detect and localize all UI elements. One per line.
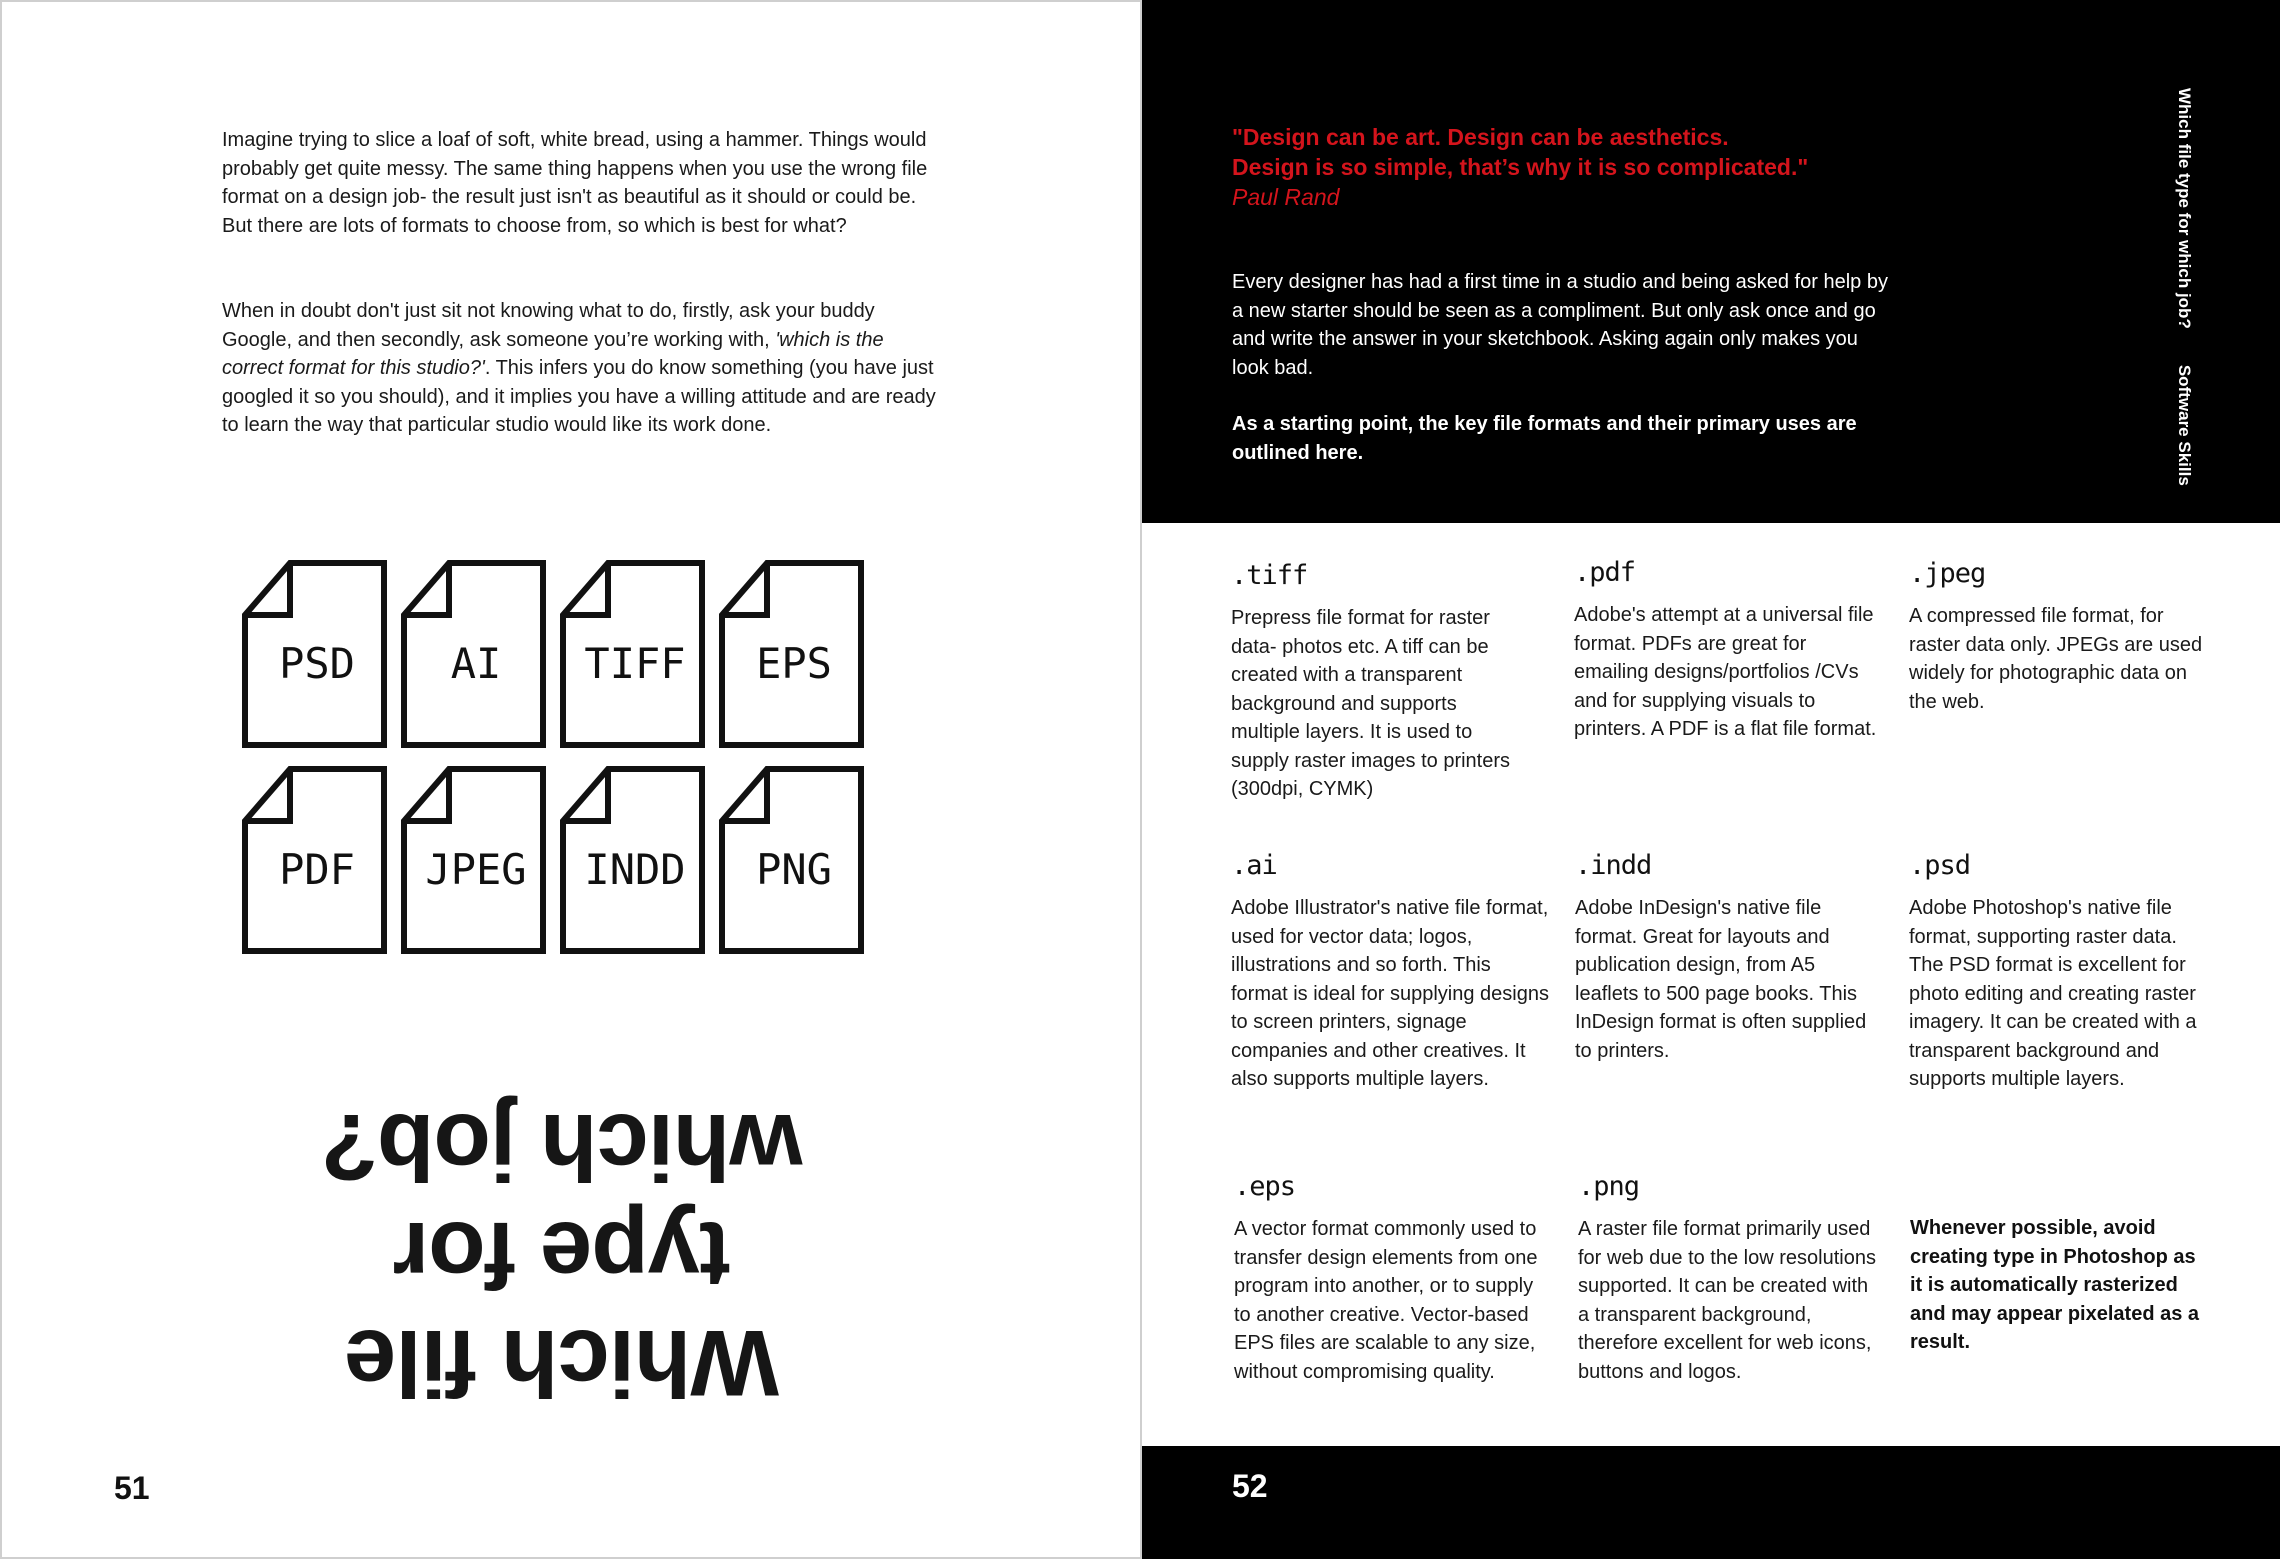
format-description: Adobe's attempt at a universal file format. PDFs are great for emailing designs/portfolios /CVs and for supplying visuals to printers. A PDF is a flat file format. [1574,604,1877,740]
photoshop-type-note [1910,1214,2220,1357]
file-icon-label: INDD [584,845,686,894]
page-number-right: 52 [1232,1468,1268,1504]
title-line-2: type for [393,1203,731,1308]
intro-paragraph-1: Imagine trying to slice a loaf of soft, white bread, using a hammer. Things would probably get quite messy. The same thing happens when you use the wrong file format on a design job- the result just isn't as beautiful as it should or could be. But there are lots of formats to choose from, so which is best for what? [222,129,928,237]
format-name: .psd [1909,850,1971,881]
file-icon-pdf [242,765,390,955]
format-card-tiff [1231,560,1541,804]
page-number-left: 51 [114,1470,150,1506]
quote-author: Paul Rand [1232,184,1340,210]
page-title-upside-down [242,1087,882,1417]
intro-paragraph-2 [222,297,942,440]
format-card-jpeg [1909,558,2219,716]
file-icon-tiff [560,559,708,749]
running-header-section: Software Skills [2175,364,2194,486]
format-name: .tiff [1231,560,1308,591]
pull-quote [1232,122,1912,212]
format-description: Prepress file format for raster data- photos etc. A tiff can be created with a transparent background and supports multiple layers. It is used to supply raster images to printers (300dpi, CYMK) [1231,607,1511,800]
file-icon-label: EPS [756,639,832,688]
file-icon-label: JPEG [425,845,527,894]
intro-paragraph-2-start: When in doubt don't just sit not knowing what to do, firstly, ask your buddy Google, and then secondly, ask someone you’re working with, [222,300,875,351]
format-card-eps [1234,1171,1544,1386]
file-icon-jpeg [401,765,549,955]
file-icon-label: PNG [756,845,832,894]
right-paragraph-2: As a starting point, the key file formats and their primary uses are outlined here. [1232,413,1857,464]
black-header-band [1142,0,2280,523]
file-icon-grid [242,559,877,959]
format-description: A raster file format primarily used for web due to the low resolutions supported. It can be created with a transparent background, therefore excellent for web icons, buttons and logos. [1578,1218,1876,1383]
format-card-psd [1909,850,2219,1094]
black-footer-band [1142,1446,2280,1559]
file-icon-label: PDF [279,845,355,894]
format-name: .pdf [1574,557,1636,588]
format-description: A compressed file format, for raster data only. JPEGs are used widely for photographic data on the web. [1909,605,2203,713]
file-icon-eps [719,559,867,749]
format-card-pdf [1574,557,1884,744]
format-description: Adobe Photoshop's native file format, supporting raster data. The PSD format is excellent for photo editing and creating raster imagery. It can be created with a transparent background and supports multiple layers. [1909,897,2197,1090]
format-description: Adobe Illustrator's native file format, used for vector data; logos, illustrations and so forth. This format is ideal for supplying designs to screen printers, signage companies and other creatives. It also supports multiple layers. [1231,897,1549,1090]
quote-line-2: Design is so simple, that’s why it is so complicated." [1232,154,1809,180]
right-paragraph-1: Every designer has had a first time in a studio and being asked for help by a new starter should be seen as a compliment. But only ask once and go and write the answer in your sketchbook. Asking again only makes you look bad. [1232,271,1888,379]
title-line-3: which job? [321,1095,803,1200]
format-name: .indd [1575,850,1652,881]
format-card-indd [1575,850,1885,1065]
file-icon-ai [401,559,549,749]
right-page [1142,0,2280,1559]
file-icon-indd [560,765,708,955]
format-description: Adobe InDesign's native file format. Great for layouts and publication design, from A5 leaflets to 500 page books. This InDesign format is often supplied to printers. [1575,897,1867,1062]
file-icon-label: AI [450,639,502,688]
note-text: Whenever possible, avoid creating type in Photoshop as it is automatically rasterized and may appear pixelated as a result. [1910,1217,2200,1353]
file-icon-png [719,765,867,955]
intro-paragraph-2-end: . This infers you do know something (you have just googled it so you should), and it implies you have a willing attitude and are ready to learn the way that particular studio would like its work done. [222,357,936,436]
format-name: .jpeg [1909,558,1986,589]
title-line-1: Which file [345,1311,779,1416]
format-name: .eps [1234,1171,1296,1202]
file-icon-label: TIFF [584,639,686,688]
format-card-png [1578,1171,1888,1386]
format-name: .png [1578,1171,1640,1202]
file-icon-label: PSD [279,639,355,688]
format-name: .ai [1231,850,1277,881]
file-icon-psd [242,559,390,749]
intro-paragraph-2-italic: 'which is the correct format for this studio?' [222,328,884,379]
format-card-ai [1231,850,1549,1094]
running-header-vertical [2174,88,2194,508]
format-description: A vector format commonly used to transfer design elements from one program into another, or to supply to another creative. Vector-based EPS files are scalable to any size, without compromising quality. [1234,1218,1538,1383]
running-header-title: Which file type for which job? [2175,88,2194,329]
quote-line-1: "Design can be art. Design can be aesthetics. [1232,124,1729,150]
